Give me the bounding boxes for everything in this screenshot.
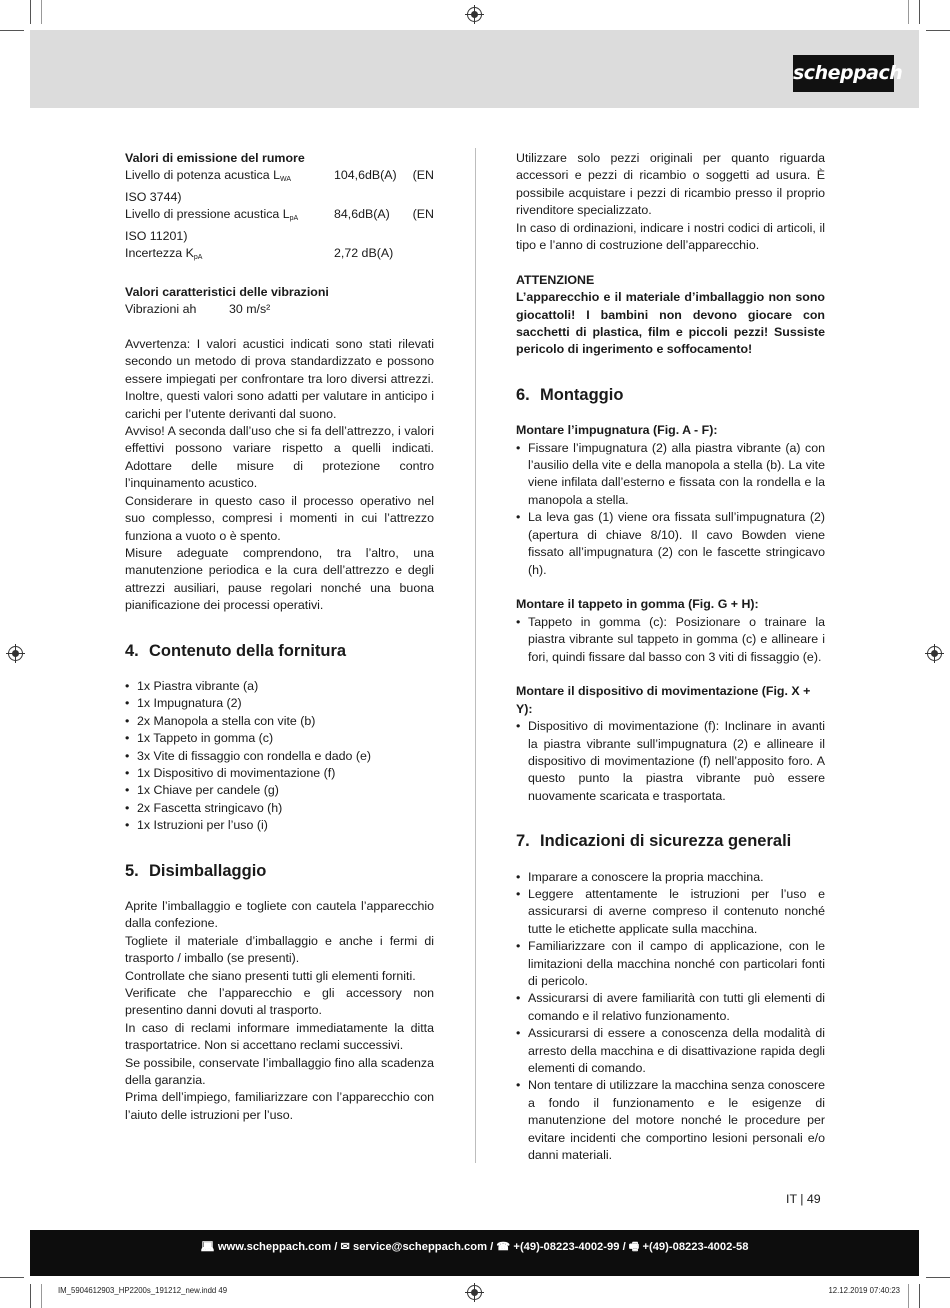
- section-heading: [516, 385, 825, 405]
- website-link[interactable]: www.scheppach.com: [217, 1241, 332, 1253]
- crop-mark: [30, 0, 31, 24]
- list-item: • 1x Tappeto in gomma (c): [125, 730, 434, 747]
- unpacking-paragraph: Prima dell’impiego, familiarizzare con l’apparecchio con l’aiuto delle istruzioni per l’uso.: [125, 1090, 434, 1122]
- registration-mark-icon: [927, 646, 942, 661]
- unpacking-paragraph: In caso di reclami informare immediatamente la ditta trasportatrice. Non si accettano reclami successivi.: [125, 1020, 434, 1053]
- page-number: IT | 49: [786, 1192, 821, 1206]
- attention-title: ATTENZIONE: [516, 272, 595, 287]
- right-column: [516, 150, 825, 1164]
- crop-mark: [919, 1284, 920, 1308]
- noise-standard: (EN: [412, 207, 434, 222]
- footer-band: [30, 1230, 919, 1276]
- noise-value: 2,72 dB(A): [334, 246, 394, 261]
- noise-standard-cont: ISO 3744): [125, 189, 182, 204]
- list-item: • 2x Manopola a stella con vite (b): [125, 713, 434, 730]
- email-link[interactable]: service@scheppach.com: [352, 1241, 488, 1253]
- list-item: • Tappeto in gomma (c): Posizionare o trainare la piastra vibrante sul tappeto in gomma (c) e allineare i fori, quindi fissare dal basso con 3 viti di fissaggio (e).: [516, 614, 825, 666]
- slug-date: 12.12.2019 07:40:23: [828, 1286, 900, 1295]
- list-item: • Dispositivo di movimentazione (f): Inclinare in avanti la piastra vibrante sull’impugnatura (2) e allineare il dispositivo di movimentazione (f) nell’apposito foro. A questo punto la piastra vibrante può essere nuovamente scaricata e trasportata.: [516, 718, 825, 805]
- section-number: 4.: [125, 641, 139, 660]
- section-number: 6.: [516, 385, 530, 404]
- noise-subscript: WA: [279, 176, 292, 184]
- separator: /: [490, 1241, 494, 1253]
- unpacking-paragraph: Se possibile, conservate l’imballaggio fino alla scadenza della garanzia.: [125, 1055, 434, 1088]
- fax-icon: 🖷︎: [628, 1241, 640, 1253]
- list-item: • Familiarizzare con il campo di applicazione, con le limitazioni della macchina nonché con particolari fonti di pericolo.: [516, 938, 825, 990]
- section-number: 7.: [516, 832, 530, 851]
- noise-row: [125, 167, 434, 206]
- warning-paragraph: Avvertenza: I valori acustici indicati sono stati rilevati secondo un metodo di prova standardizzato e possono essere impiegati per confrontare tra loro diversi attrezzi. Inoltre, questi valori sono adatti per valutare in anticipo i carichi per l’utente derivanti dal suono.: [125, 337, 434, 421]
- noise-value: 104,6dB(A): [334, 168, 397, 183]
- email-icon: ✉︎: [340, 1241, 350, 1253]
- unpacking-paragraph: Controllate che siano presenti tutti gli elementi forniti.: [125, 968, 416, 983]
- noise-standard: (EN: [412, 168, 434, 183]
- subsection-title: Montare l’impugnatura (Fig. A - F):: [516, 423, 718, 438]
- vibration-row: [125, 301, 434, 318]
- section-title: Indicazioni di sicurezza generali: [540, 832, 792, 851]
- crop-mark: [919, 0, 920, 24]
- noise-row: [125, 206, 434, 245]
- unpacking-paragraph: Aprite l’imballaggio e togliete con cautela l’apparecchio dalla confezione.: [125, 898, 434, 931]
- noise-row: [125, 245, 434, 266]
- crop-mark: [908, 1284, 909, 1308]
- section-title: Montaggio: [540, 385, 624, 404]
- intro-paragraph: In caso di ordinazioni, indicare i nostri codici di articoli, il tipo e l’anno di costruzione dell’apparecchio.: [516, 220, 825, 253]
- contents-list: [125, 678, 434, 835]
- crop-mark: [30, 1284, 31, 1308]
- separator: /: [622, 1241, 626, 1253]
- phone-icon: ☎︎: [496, 1241, 511, 1253]
- section-heading: [125, 641, 434, 661]
- unpacking-paragraph: Verificate che l’apparecchio e gli accessory non presentino danni dovuti al trasporto.: [125, 986, 434, 1018]
- registration-mark-icon: [8, 646, 23, 661]
- list-item: • 1x Piastra vibrante (a): [125, 678, 434, 695]
- list-item: • Assicurarsi di avere familiarità con tutti gli elementi di comando e il relativo funzionamento.: [516, 990, 825, 1025]
- list-item: • La leva gas (1) viene ora fissata sull’impugnatura (2) (apertura di chiave 8/10). Il cavo Bowden viene fissato all’impugnatura (2) con le fascette stringicavo (h).: [516, 509, 825, 579]
- crop-mark: [926, 30, 950, 31]
- fax-number: +(49)-08223-4002-58: [642, 1241, 749, 1253]
- list-item: • 2x Fascetta stringicavo (h): [125, 800, 434, 817]
- computer-icon: 💻︎: [200, 1241, 215, 1253]
- list-item: • Assicurarsi di essere a conoscenza della modalità di arresto della macchina e di disattivazione rapida degli elementi di comando.: [516, 1025, 825, 1077]
- warning-paragraph: Avviso! A seconda dall’uso che si fa dell’attrezzo, i valori effettivi possono variare rispetto a quelli indicati. Adottare delle misure di protezione contro l’inquinamento acustico.: [125, 424, 434, 491]
- header-band: [30, 30, 919, 108]
- separator: /: [334, 1241, 338, 1253]
- section-heading: [125, 861, 434, 881]
- subsection-title: Montare il dispositivo di movimentazione (Fig. X + Y):: [516, 684, 811, 716]
- registration-mark-icon: [467, 1285, 482, 1300]
- crop-mark: [0, 30, 24, 31]
- noise-value: 84,6dB(A): [334, 207, 390, 222]
- list-item: • 1x Impugnatura (2): [125, 695, 434, 712]
- list-item: • Non tentare di utilizzare la macchina senza conoscere a fondo il funzionamento e le esigenze di manutenzione del motore nonché le procedure per evitare incidenti che comportino lesioni personali e/o danni materiali.: [516, 1077, 825, 1164]
- noise-label: Livello di potenza acustica L: [125, 168, 280, 183]
- noise-standard-cont: ISO 11201): [125, 228, 188, 243]
- noise-subscript: pA: [289, 215, 299, 223]
- crop-mark: [41, 0, 42, 24]
- section-title: Contenuto della fornitura: [149, 641, 347, 660]
- list-item: • Imparare a conoscere la propria macchina.: [516, 869, 825, 886]
- subsection-title: Montare il tappeto in gomma (Fig. G + H):: [516, 597, 759, 612]
- slug-filename: IM_5904612903_HP2200s_191212_new.indd 49: [58, 1286, 228, 1295]
- unpacking-paragraph: Togliete il materiale d’imballaggio e anche i fermi di trasporto / imballo (se presenti).: [125, 933, 434, 966]
- list-item: • 1x Chiave per candele (g): [125, 782, 434, 799]
- list-item: • Leggere attentamente le istruzioni per l’uso e assicurarsi di averne compreso il contenuto nonché tutte le etichette applicate sulla macchina.: [516, 886, 825, 938]
- noise-label: Incertezza K: [125, 246, 194, 261]
- crop-mark: [926, 1277, 950, 1278]
- warning-paragraph: Considerare in questo caso il processo operativo nel suo complesso, compresi i momenti in cui l’attrezzo funziona a vuoto o è spento.: [125, 493, 434, 543]
- crop-mark: [41, 1284, 42, 1308]
- phone-number: +(49)-08223-4002-99: [513, 1241, 620, 1253]
- section-heading: [516, 831, 825, 851]
- attention-text: L’apparecchio e il materiale d’imballaggio non sono giocattoli! I bambini non devono giocare con sacchetti di plastica, film e piccoli pezzi! Sussiste pericolo di ingerimento e soffocamento!: [516, 290, 825, 357]
- crop-mark: [0, 1277, 24, 1278]
- section-number: 5.: [125, 861, 139, 880]
- column-divider: [475, 148, 476, 1163]
- noise-label: Livello di pressione acustica L: [125, 207, 290, 222]
- vibration-value: 30 m/s²: [229, 302, 271, 317]
- registration-mark-icon: [467, 7, 482, 22]
- left-column: [125, 150, 434, 1124]
- section-title: Disimballaggio: [149, 861, 267, 880]
- vibration-label: Vibrazioni ah: [125, 302, 197, 317]
- list-item: • 3x Vite di fissaggio con rondella e dado (e): [125, 748, 434, 765]
- noise-title: Valori di emissione del rumore: [125, 151, 305, 165]
- brand-logo: scheppach: [793, 55, 894, 92]
- crop-mark: [908, 0, 909, 24]
- list-item: • Fissare l’impugnatura (2) alla piastra vibrante (a) con l’ausilio della vite e della manopola a stella (b). La vite viene infilata dall’esterno e fissata con la rondella e la manopola a stella.: [516, 440, 825, 510]
- vibration-title: Valori caratteristici delle vibrazioni: [125, 284, 329, 299]
- intro-paragraph: Utilizzare solo pezzi originali per quanto riguarda accessori e pezzi di ricambio o soggetti ad usura. È possibile acquistare i pezzi di ricambio presso il proprio rivenditore specializzato.: [516, 151, 825, 218]
- warning-paragraph: Misure adeguate comprendono, tra l’altro, una manutenzione periodica e la cura dell’attrezzo e degli attrezzi ausiliari, pause regolari nonché una buona pianificazione dei processi operativi.: [125, 545, 434, 613]
- list-item: • 1x Dispositivo di movimentazione (f): [125, 765, 434, 782]
- noise-subscript: pA: [193, 254, 203, 262]
- list-item: • 1x Istruzioni per l’uso (i): [125, 817, 434, 834]
